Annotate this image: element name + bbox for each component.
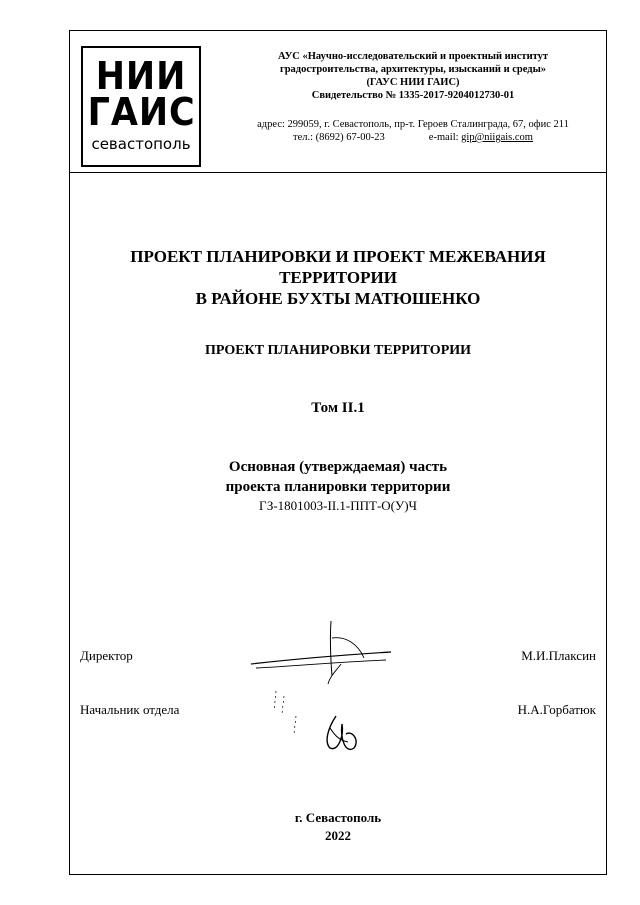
title-line: В РАЙОНЕ БУХТЫ МАТЮШЕНКО [195,289,481,308]
document-frame [69,30,607,875]
document-title [70,246,606,309]
email-block [429,131,533,144]
org-line: АУС «Научно-исследовательский и проектный институт [277,51,549,62]
part-line: Основная (утверждаемая) часть [228,459,448,475]
email-link[interactable]: gip@niigais.com [461,132,533,143]
logo-line2: ГАИС [87,90,196,134]
signer-name: М.И.Плаксин [521,648,596,663]
footer-year: 2022 [325,828,351,843]
organization-info [218,50,608,102]
logo-city: севастополь [91,135,191,153]
document-code: ГЗ-1801003-II.1-ППТ-О(У)Ч [259,498,417,513]
signer-name: Н.А.Горбатюк [517,702,596,717]
document-subtitle: ПРОЕКТ ПЛАНИРОВКИ ТЕРРИТОРИИ [204,343,472,358]
footer-city: г. Севастополь [294,810,382,825]
volume-number: Том II.1 [311,400,365,416]
org-line: (ГАУС НИИ ГАИС) [366,77,460,88]
signer-role: Начальник отдела [80,702,180,717]
contact-info [218,118,608,144]
phone: тел.: (8692) 67-00-23 [293,132,385,143]
part-title [70,457,606,497]
org-certificate: Свидетельство № 1335-2017-9204012730-01 [311,90,515,101]
logo [81,46,201,167]
title-line: ПРОЕКТ ПЛАНИРОВКИ И ПРОЕКТ МЕЖЕВАНИЯ ТЕРРИТОРИИ [130,247,546,287]
header-block [70,31,606,173]
part-line: проекта планировки территории [225,479,451,495]
handwritten-signature [246,616,396,766]
footer-place-year [70,809,606,845]
logo-line1: НИИ [95,54,187,98]
org-line: градостроительства, архитектуры, изысканий и среды» [279,64,547,75]
signer-role: Директор [80,648,133,663]
email-label: e-mail: [428,132,459,143]
address: адрес: 299059, г. Севастополь, пр-т. Героев Сталинграда, 67, офис 211 [257,119,569,130]
